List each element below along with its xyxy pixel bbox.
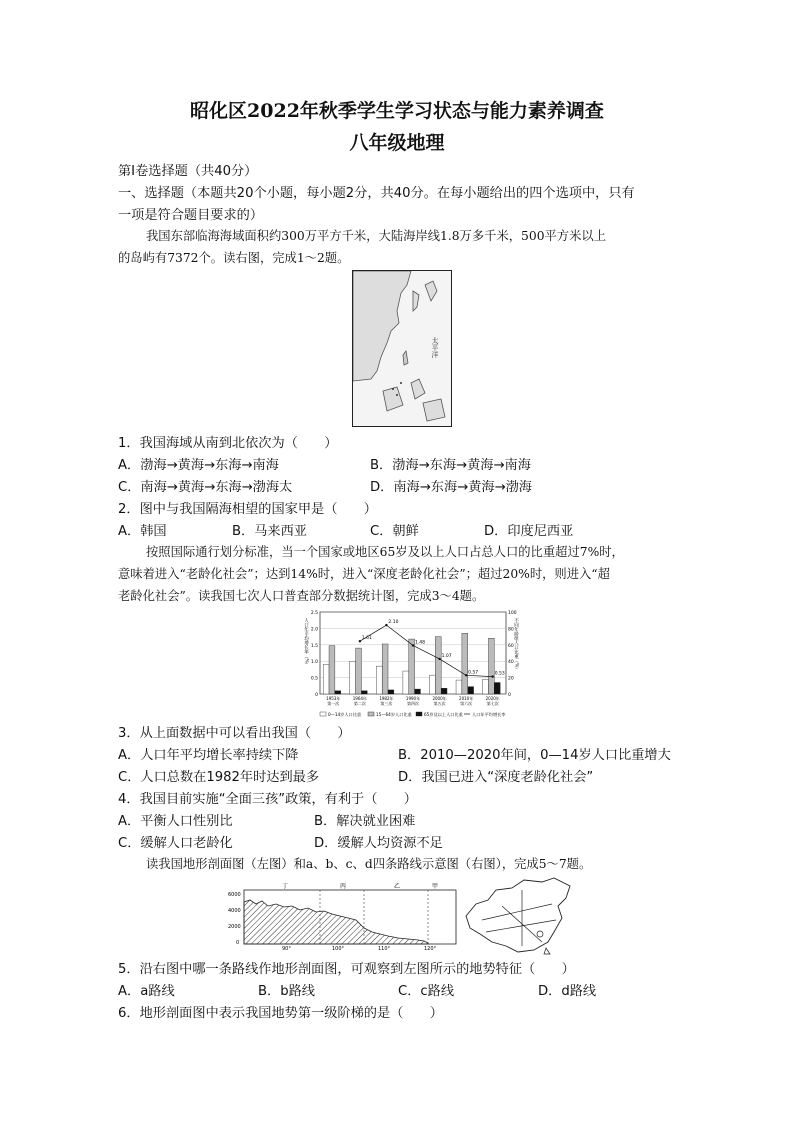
q1-stem: 1．我国海域从南到北依次为（ ） <box>118 436 338 451</box>
chart-bar <box>429 675 435 694</box>
chart-bar <box>356 648 362 694</box>
population-chart <box>284 606 524 726</box>
chart-legend-label: 人口年平均增长率 <box>472 712 506 717</box>
chart-x-tick-label: 第六次 <box>460 701 473 706</box>
chart-x-tick-label: 第四次 <box>407 701 419 706</box>
q2-option-a[interactable]: A．韩国 <box>118 524 167 539</box>
chart-legend-swatch <box>416 712 422 716</box>
chart-legend-label: 0—14岁人口比重 <box>328 712 362 717</box>
chart-y2-tick-label: 20 <box>508 676 514 682</box>
profile-y-tick: 6000 <box>228 892 241 898</box>
chart-x-tick-label: 第一次 <box>327 701 340 706</box>
chart-y2-tick-label: 40 <box>508 660 514 666</box>
chart-y2-tick-label: 60 <box>508 643 514 649</box>
route-map <box>462 876 576 960</box>
q6-stem: 6．地形剖面图中表示我国地势第一级阶梯的是（ ） <box>118 1006 443 1021</box>
q5-option-b[interactable]: B．b路线 <box>258 984 315 999</box>
map-label-ocean: 太平洋 <box>431 337 439 358</box>
china-sea-map <box>352 270 452 427</box>
profile-x-tick: 90° <box>282 946 291 952</box>
q5-option-c[interactable]: C．c路线 <box>398 984 455 999</box>
q1-option-d[interactable]: D．南海→东海→黄海→渤海 <box>370 480 532 495</box>
chart-legend-label: 65岁及以上人口比重 <box>424 712 463 717</box>
q4-option-b[interactable]: B．解决就业困难 <box>314 814 416 829</box>
chart-y-tick-label: 0.5 <box>310 676 318 682</box>
chart-y-tick-label: 2.5 <box>310 611 318 616</box>
chart-bar <box>329 646 335 694</box>
chart-bar <box>483 679 489 694</box>
profile-y-tick: 4000 <box>228 908 241 914</box>
exam-title: 昭化区2022年秋季学生学习状态与能力素养调查 <box>190 100 604 122</box>
passage3: 读我国地形剖面图（左图）和a、b、c、d四条路线示意图（右图），完成5～7题。 <box>146 857 592 871</box>
chart-bar <box>323 664 329 694</box>
profile-label-bing: 丙 <box>340 883 347 890</box>
chart-bar <box>361 691 367 694</box>
profile-y-tick: 2000 <box>228 924 241 930</box>
chart-x-tick-label: 第五次 <box>433 701 446 706</box>
profile-x-tick: 120° <box>424 946 437 952</box>
chart-bar <box>403 671 409 694</box>
q2-stem: 2．图中与我国隔海相望的国家甲是（ ） <box>118 502 377 517</box>
chart-x-tick-label: 第三次 <box>380 701 393 706</box>
chart-data-label: 1.48 <box>415 640 426 646</box>
chart-bar <box>382 644 388 694</box>
q2-option-b[interactable]: B．马来西亚 <box>232 524 307 539</box>
chart-bar <box>376 666 382 694</box>
profile-label-ding: 丁 <box>282 883 289 890</box>
chart-bar <box>462 633 468 694</box>
chart-data-label: 1.61 <box>361 636 372 642</box>
profile-label-yi: 乙 <box>394 883 401 890</box>
chart-legend-label: 15—64岁人口比重 <box>376 712 412 717</box>
chart-y2-axis-label: 不同年龄组人口比重（%） <box>513 618 519 672</box>
chart-bar <box>415 689 421 694</box>
terrain-profile <box>228 882 460 956</box>
chart-x-tick-label: 2020年 <box>485 696 500 701</box>
chart-legend-swatch <box>368 712 374 716</box>
q1-option-a[interactable]: A．渤海→黄海→东海→南海 <box>118 458 279 473</box>
exam-subtitle: 八年级地理 <box>349 132 445 154</box>
passage1-line-2: 的岛屿有7372个。读右图，完成1～2题。 <box>118 251 350 265</box>
chart-data-label: 0.57 <box>468 670 479 676</box>
profile-y-tick: 0 <box>236 940 240 946</box>
chart-y-tick-label: 1.0 <box>310 660 318 666</box>
passage1-line-1: 我国东部临海海域面积约300万平方千米，大陆海岸线1.8万多千米，500平方米以上 <box>146 229 606 243</box>
chart-x-tick-label: 2000年 <box>432 696 447 701</box>
q5-option-d[interactable]: D．d路线 <box>538 984 597 999</box>
chart-y2-tick-label: 0 <box>508 693 511 698</box>
chart-bar <box>456 680 462 694</box>
chart-bar <box>335 691 341 694</box>
chart-bar <box>488 638 494 694</box>
passage2-line-3: 老龄化社会”。读我国七次人口普查部分数据统计图，完成3～4题。 <box>118 589 485 603</box>
chart-x-tick-label: 1982年 <box>379 696 394 701</box>
chart-x-tick-label: 1953年 <box>326 696 341 701</box>
chart-bar <box>350 661 356 694</box>
chart-y-tick-label: 1.5 <box>310 643 318 649</box>
profile-label-jia: 甲 <box>432 883 439 890</box>
q3-stem: 3．从上面数据中可以看出我国（ ） <box>118 726 351 741</box>
q5-option-a[interactable]: A．a路线 <box>118 984 175 999</box>
q3-option-c[interactable]: C．人口总数在1982年时达到最多 <box>118 770 320 785</box>
q4-option-a[interactable]: A．平衡人口性别比 <box>118 814 233 829</box>
chart-y2-tick-label: 80 <box>508 627 514 633</box>
q3-option-b[interactable]: B．2010—2020年间，0—14岁人口比重增大 <box>398 748 671 763</box>
q4-option-c[interactable]: C．缓解人口老龄化 <box>118 836 233 851</box>
chart-bar <box>494 683 500 694</box>
chart-bar <box>441 688 447 694</box>
chart-bar <box>388 690 394 694</box>
q1-option-c[interactable]: C．南海→黄海→东海→渤海太 <box>118 480 293 495</box>
chart-bar <box>468 687 474 694</box>
chart-x-tick-label: 1964年 <box>352 696 367 701</box>
profile-x-tick: 100° <box>332 946 345 952</box>
q3-option-d[interactable]: D．我国已进入“深度老龄化社会” <box>398 770 594 785</box>
q3-option-a[interactable]: A．人口年平均增长率持续下降 <box>118 748 299 763</box>
chart-y-tick-label: 0 <box>315 693 318 698</box>
chart-bar <box>435 637 441 694</box>
chart-bar <box>409 639 415 694</box>
profile-x-tick: 110° <box>378 946 391 952</box>
q4-stem: 4．我国目前实施“全面三孩”政策，有利于（ ） <box>118 792 417 807</box>
q4-option-d[interactable]: D．缓解人均资源不足 <box>314 836 443 851</box>
chart-x-tick-label: 2010年 <box>459 696 474 701</box>
chart-legend-swatch <box>320 712 326 716</box>
chart-data-label: 2.10 <box>388 620 399 626</box>
q2-option-d[interactable]: D．印度尼西亚 <box>484 524 574 539</box>
chart-y-axis-label: 人口年平均增长率（%） <box>303 618 309 668</box>
chart-x-tick-label: 1990年 <box>405 696 421 701</box>
chart-data-label: 0.53 <box>494 671 505 677</box>
q5-stem: 5．沿右图中哪一条路线作地形剖面图，可观察到左图所示的地势特征（ ） <box>118 962 575 977</box>
passage2-line-2: 意味着进入“老龄化社会”；达到14%时，进入“深度老龄化社会”；超过20%时，则进入“超 <box>118 567 610 581</box>
instructions-line-2: 一项是符合题目要求的） <box>118 208 264 223</box>
instructions-line-1: 一、选择题（本题共20个小题，每小题2分，共40分。在每小题给出的四个选项中，只有 <box>118 186 635 201</box>
passage2-line-1: 按照国际通行划分标准，当一个国家或地区65岁及以上人口占总人口的比重超过7%时， <box>146 545 624 559</box>
chart-y-tick-label: 2.0 <box>310 627 318 633</box>
chart-y2-tick-label: 100 <box>508 611 517 616</box>
chart-x-tick-label: 第二次 <box>353 701 366 706</box>
section-heading: 第Ⅰ卷选择题（共40分） <box>118 164 258 179</box>
chart-x-tick-label: 第七次 <box>486 701 499 706</box>
q1-option-b[interactable]: B．渤海→东海→黄海→南海 <box>370 458 531 473</box>
chart-data-label: 1.07 <box>441 653 452 659</box>
q2-option-c[interactable]: C．朝鲜 <box>370 524 419 539</box>
